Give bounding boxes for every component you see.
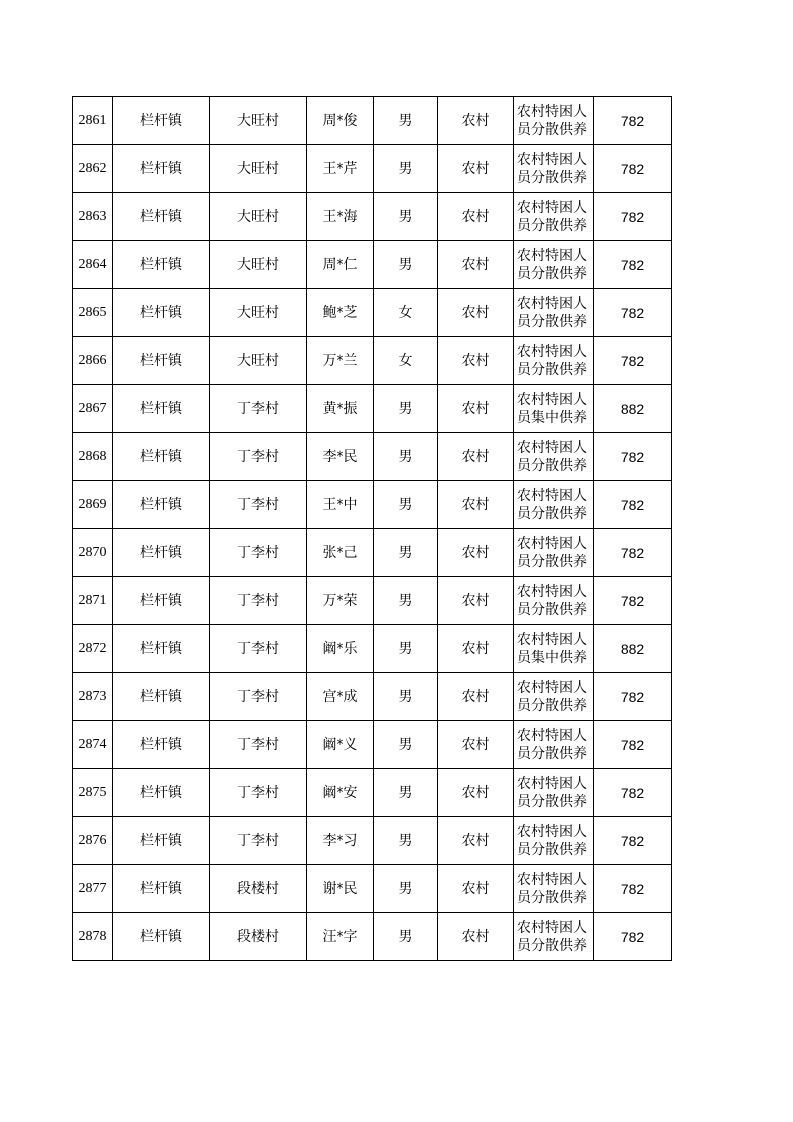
cell-amount: 782 (594, 769, 672, 817)
cell-town: 栏杆镇 (113, 481, 210, 529)
table-row (73, 145, 672, 193)
cell-village: 丁李村 (210, 385, 307, 433)
cell-gender: 男 (374, 385, 438, 433)
table-row (73, 481, 672, 529)
cell-support-category (514, 337, 594, 385)
cell-household-type: 农村 (438, 97, 514, 145)
cell-serial-number: 2875 (73, 769, 113, 817)
cell-household-type: 农村 (438, 193, 514, 241)
support-category-line1: 农村特困人 (517, 103, 587, 120)
cell-town: 栏杆镇 (113, 913, 210, 961)
support-category-line2: 员分散供养 (517, 889, 587, 906)
support-category-line1: 农村特困人 (517, 151, 587, 168)
support-category-line1: 农村特困人 (517, 823, 587, 840)
cell-person-name: 周*俊 (307, 97, 374, 145)
table-row (73, 865, 672, 913)
support-category-line1: 农村特困人 (517, 439, 587, 456)
cell-support-category (514, 193, 594, 241)
support-category-line2: 员分散供养 (517, 169, 587, 186)
cell-amount: 782 (594, 529, 672, 577)
support-category-line2: 员分散供养 (517, 793, 587, 810)
cell-serial-number: 2869 (73, 481, 113, 529)
support-category-line2: 员分散供养 (517, 553, 587, 570)
support-category-line1: 农村特困人 (517, 247, 587, 264)
cell-gender: 男 (374, 481, 438, 529)
cell-town: 栏杆镇 (113, 241, 210, 289)
roster-table (72, 96, 672, 961)
support-category-line1: 农村特困人 (517, 487, 587, 504)
cell-support-category (514, 529, 594, 577)
cell-household-type: 农村 (438, 913, 514, 961)
cell-amount: 882 (594, 625, 672, 673)
support-category-line2: 员分散供养 (517, 361, 587, 378)
cell-amount: 782 (594, 289, 672, 337)
cell-person-name: 阚*义 (307, 721, 374, 769)
support-category-line2: 员集中供养 (517, 649, 587, 666)
cell-support-category (514, 817, 594, 865)
cell-village: 丁李村 (210, 577, 307, 625)
cell-amount: 782 (594, 913, 672, 961)
cell-village: 大旺村 (210, 289, 307, 337)
support-category-line2: 员分散供养 (517, 457, 587, 474)
table-row (73, 673, 672, 721)
cell-household-type: 农村 (438, 577, 514, 625)
cell-person-name: 李*民 (307, 433, 374, 481)
cell-person-name: 万*兰 (307, 337, 374, 385)
cell-amount: 782 (594, 865, 672, 913)
cell-village: 丁李村 (210, 817, 307, 865)
cell-village: 段楼村 (210, 913, 307, 961)
cell-household-type: 农村 (438, 625, 514, 673)
cell-village: 丁李村 (210, 433, 307, 481)
table-row (73, 817, 672, 865)
cell-person-name: 汪*字 (307, 913, 374, 961)
cell-gender: 男 (374, 97, 438, 145)
cell-household-type: 农村 (438, 385, 514, 433)
cell-serial-number: 2862 (73, 145, 113, 193)
cell-support-category (514, 625, 594, 673)
table-row (73, 289, 672, 337)
cell-serial-number: 2876 (73, 817, 113, 865)
support-category-line1: 农村特困人 (517, 871, 587, 888)
cell-village: 大旺村 (210, 145, 307, 193)
cell-serial-number: 2878 (73, 913, 113, 961)
cell-serial-number: 2865 (73, 289, 113, 337)
cell-town: 栏杆镇 (113, 673, 210, 721)
support-category-line1: 农村特困人 (517, 775, 587, 792)
cell-person-name: 谢*民 (307, 865, 374, 913)
cell-town: 栏杆镇 (113, 193, 210, 241)
table-row (73, 721, 672, 769)
cell-amount: 782 (594, 721, 672, 769)
cell-town: 栏杆镇 (113, 865, 210, 913)
roster-body (73, 97, 672, 961)
cell-person-name: 周*仁 (307, 241, 374, 289)
cell-gender: 男 (374, 433, 438, 481)
support-category-line1: 农村特困人 (517, 583, 587, 600)
table-row (73, 337, 672, 385)
cell-household-type: 农村 (438, 721, 514, 769)
cell-household-type: 农村 (438, 433, 514, 481)
table-row (73, 193, 672, 241)
cell-person-name: 万*荣 (307, 577, 374, 625)
cell-gender: 男 (374, 913, 438, 961)
cell-support-category (514, 433, 594, 481)
cell-village: 丁李村 (210, 769, 307, 817)
cell-household-type: 农村 (438, 673, 514, 721)
cell-person-name: 张*己 (307, 529, 374, 577)
support-category-line1: 农村特困人 (517, 631, 587, 648)
cell-gender: 男 (374, 673, 438, 721)
cell-amount: 782 (594, 577, 672, 625)
cell-person-name: 王*芹 (307, 145, 374, 193)
cell-household-type: 农村 (438, 865, 514, 913)
cell-gender: 男 (374, 529, 438, 577)
cell-support-category (514, 481, 594, 529)
support-category-line2: 员分散供养 (517, 217, 587, 234)
table-row (73, 241, 672, 289)
cell-household-type: 农村 (438, 241, 514, 289)
support-category-line2: 员分散供养 (517, 697, 587, 714)
cell-gender: 男 (374, 145, 438, 193)
support-category-line1: 农村特困人 (517, 199, 587, 216)
cell-gender: 男 (374, 721, 438, 769)
cell-serial-number: 2866 (73, 337, 113, 385)
cell-amount: 782 (594, 481, 672, 529)
cell-gender: 男 (374, 577, 438, 625)
cell-person-name: 王*海 (307, 193, 374, 241)
support-category-line2: 员分散供养 (517, 745, 587, 762)
table-row (73, 769, 672, 817)
cell-person-name: 阚*乐 (307, 625, 374, 673)
cell-support-category (514, 865, 594, 913)
table-row (73, 97, 672, 145)
cell-support-category (514, 721, 594, 769)
cell-gender: 男 (374, 865, 438, 913)
support-category-line1: 农村特困人 (517, 727, 587, 744)
cell-village: 大旺村 (210, 241, 307, 289)
cell-town: 栏杆镇 (113, 433, 210, 481)
cell-amount: 782 (594, 241, 672, 289)
cell-person-name: 黄*振 (307, 385, 374, 433)
cell-amount: 782 (594, 433, 672, 481)
support-category-line2: 员分散供养 (517, 265, 587, 282)
cell-gender: 男 (374, 193, 438, 241)
table-row (73, 529, 672, 577)
cell-support-category (514, 913, 594, 961)
cell-amount: 782 (594, 673, 672, 721)
support-category-line2: 员分散供养 (517, 601, 587, 618)
cell-village: 丁李村 (210, 721, 307, 769)
support-category-line1: 农村特困人 (517, 535, 587, 552)
cell-village: 丁李村 (210, 481, 307, 529)
cell-town: 栏杆镇 (113, 289, 210, 337)
cell-gender: 男 (374, 241, 438, 289)
cell-serial-number: 2861 (73, 97, 113, 145)
cell-person-name: 鲍*芝 (307, 289, 374, 337)
cell-town: 栏杆镇 (113, 769, 210, 817)
table-row (73, 625, 672, 673)
table-row (73, 385, 672, 433)
cell-support-category (514, 97, 594, 145)
cell-household-type: 农村 (438, 769, 514, 817)
cell-amount: 782 (594, 97, 672, 145)
cell-town: 栏杆镇 (113, 817, 210, 865)
table-row (73, 433, 672, 481)
cell-serial-number: 2873 (73, 673, 113, 721)
cell-household-type: 农村 (438, 289, 514, 337)
cell-gender: 男 (374, 625, 438, 673)
cell-amount: 782 (594, 817, 672, 865)
cell-town: 栏杆镇 (113, 97, 210, 145)
cell-gender: 女 (374, 337, 438, 385)
cell-amount: 782 (594, 145, 672, 193)
cell-support-category (514, 241, 594, 289)
cell-serial-number: 2870 (73, 529, 113, 577)
support-category-line2: 员集中供养 (517, 409, 587, 426)
support-category-line1: 农村特困人 (517, 391, 587, 408)
cell-village: 丁李村 (210, 625, 307, 673)
cell-support-category (514, 289, 594, 337)
cell-support-category (514, 577, 594, 625)
cell-village: 丁李村 (210, 529, 307, 577)
cell-person-name: 王*中 (307, 481, 374, 529)
support-category-line1: 农村特困人 (517, 919, 587, 936)
table-row (73, 913, 672, 961)
support-category-line2: 员分散供养 (517, 505, 587, 522)
cell-person-name: 李*习 (307, 817, 374, 865)
cell-amount: 782 (594, 193, 672, 241)
cell-gender: 男 (374, 769, 438, 817)
cell-town: 栏杆镇 (113, 385, 210, 433)
cell-household-type: 农村 (438, 817, 514, 865)
cell-support-category (514, 145, 594, 193)
support-category-line2: 员分散供养 (517, 841, 587, 858)
cell-support-category (514, 673, 594, 721)
cell-town: 栏杆镇 (113, 721, 210, 769)
cell-town: 栏杆镇 (113, 337, 210, 385)
cell-serial-number: 2867 (73, 385, 113, 433)
table-row (73, 577, 672, 625)
cell-household-type: 农村 (438, 481, 514, 529)
cell-village: 大旺村 (210, 97, 307, 145)
cell-serial-number: 2874 (73, 721, 113, 769)
cell-person-name: 宫*成 (307, 673, 374, 721)
cell-village: 大旺村 (210, 193, 307, 241)
support-category-line1: 农村特困人 (517, 679, 587, 696)
cell-serial-number: 2868 (73, 433, 113, 481)
cell-amount: 782 (594, 337, 672, 385)
cell-gender: 男 (374, 817, 438, 865)
cell-person-name: 阚*安 (307, 769, 374, 817)
cell-village: 丁李村 (210, 673, 307, 721)
cell-town: 栏杆镇 (113, 145, 210, 193)
cell-town: 栏杆镇 (113, 577, 210, 625)
cell-town: 栏杆镇 (113, 625, 210, 673)
cell-household-type: 农村 (438, 337, 514, 385)
cell-town: 栏杆镇 (113, 529, 210, 577)
cell-village: 大旺村 (210, 337, 307, 385)
cell-serial-number: 2864 (73, 241, 113, 289)
cell-amount: 882 (594, 385, 672, 433)
cell-serial-number: 2863 (73, 193, 113, 241)
cell-household-type: 农村 (438, 145, 514, 193)
cell-serial-number: 2872 (73, 625, 113, 673)
cell-gender: 女 (374, 289, 438, 337)
cell-village: 段楼村 (210, 865, 307, 913)
support-category-line1: 农村特困人 (517, 343, 587, 360)
support-category-line2: 员分散供养 (517, 937, 587, 954)
cell-household-type: 农村 (438, 529, 514, 577)
cell-support-category (514, 769, 594, 817)
cell-serial-number: 2877 (73, 865, 113, 913)
support-category-line1: 农村特困人 (517, 295, 587, 312)
cell-support-category (514, 385, 594, 433)
support-category-line2: 员分散供养 (517, 313, 587, 330)
cell-serial-number: 2871 (73, 577, 113, 625)
support-category-line2: 员分散供养 (517, 121, 587, 138)
